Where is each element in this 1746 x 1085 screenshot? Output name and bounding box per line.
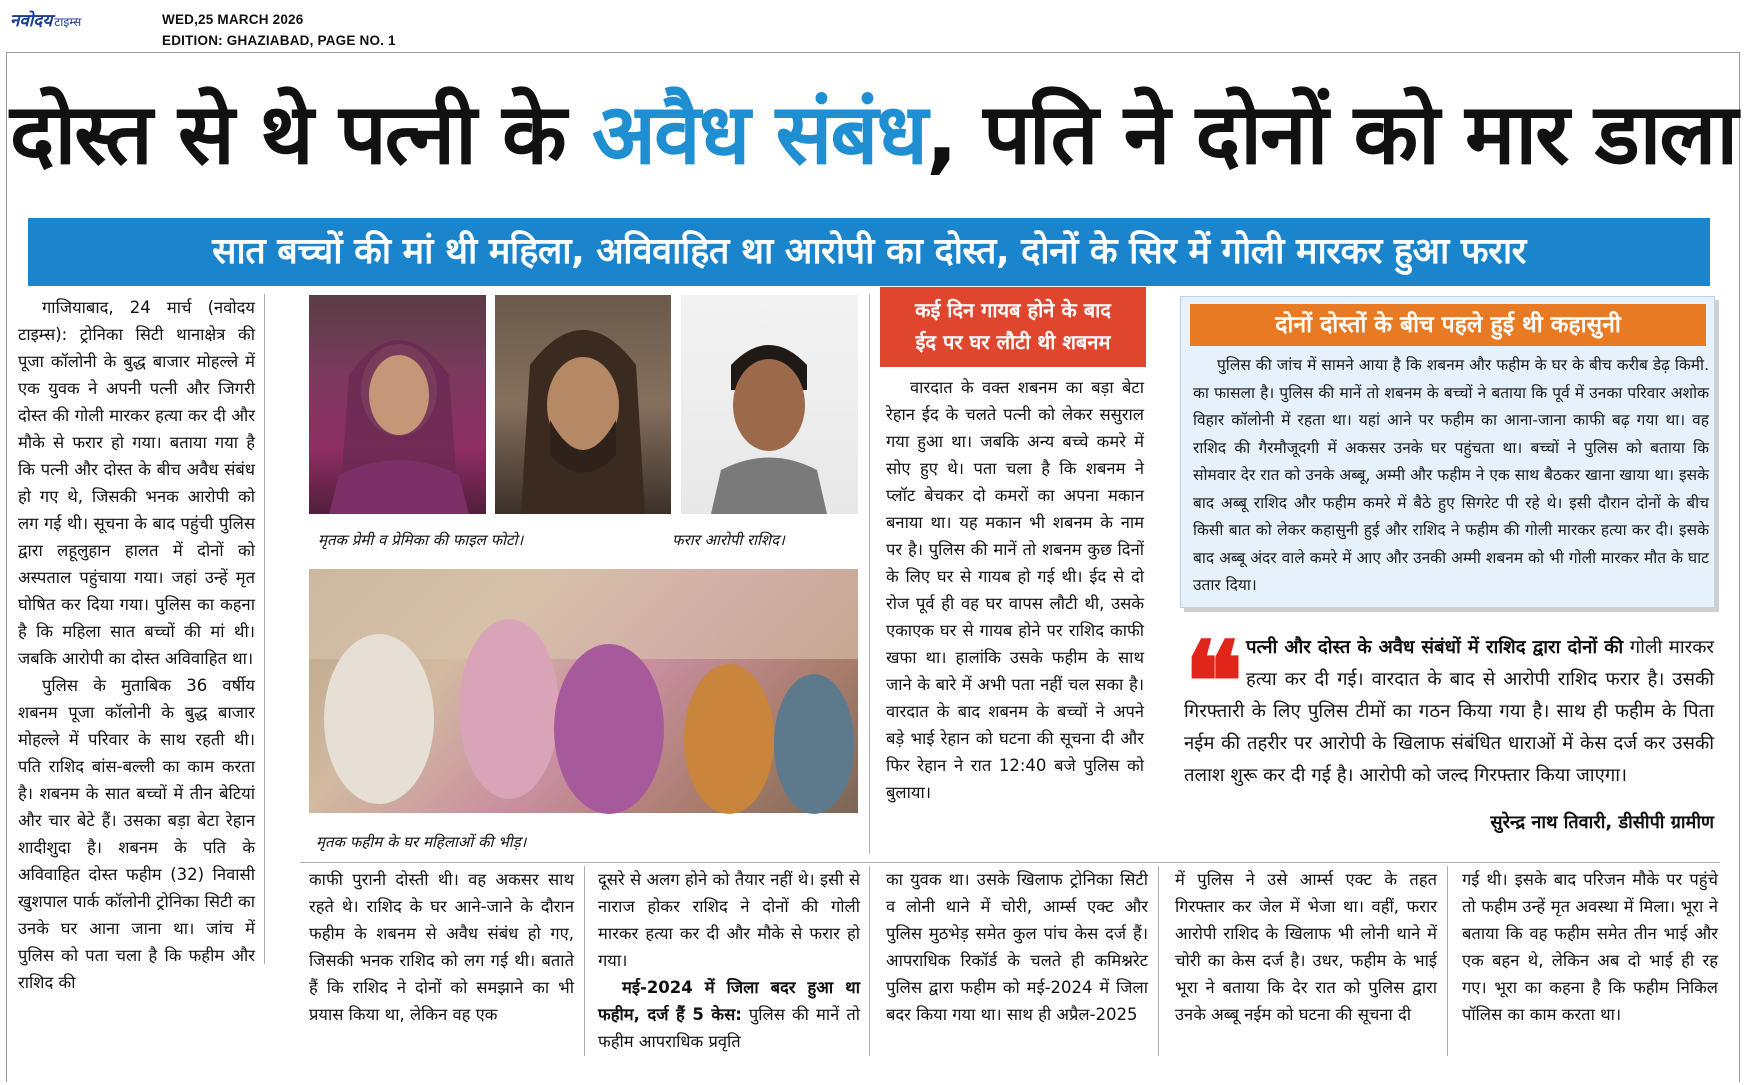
newspaper-logo: [10, 8, 81, 31]
edition-line: EDITION: GHAZIABAD, PAGE NO. 1: [162, 33, 396, 48]
subheadline-bar: सात बच्चों की मां थी महिला, अविवाहित था आरोपी का दोस्त, दोनों के सिर में गोली मारकर हुआ फरार: [28, 218, 1710, 286]
date-line: WED,25 MARCH 2026: [162, 12, 304, 27]
article-column-lower-5: [1175, 866, 1437, 1056]
quote-attribution: सुरेन्द्र नाथ तिवारी, डीसीपी ग्रामीण: [1490, 812, 1714, 833]
section-divider: [300, 862, 1720, 863]
article-paragraph: गाजियाबाद, 24 मार्च (नवोदय टाइम्स): ट्रोनिका सिटी थानाक्षेत्र की पूजा कॉलोनी के बुद्ध बाजार मोहल्ले में एक युवक ने अपनी पत्नी और जिगरी दोस्त की गोली मारकर हत्या कर दी और मौके से फरार हो गया। बताया गया है कि पत्नी और दोस्त के बीच अवैध संबंध हो गए थे, जिसकी भनक आरोपी को लग गई थी। सूचना के बाद पहुंची पुलिस द्वारा लहूलुहान हालत में दोनों को अस्पताल पहुंचाया गया। जहां उन्हें मृत घोषित कर दिया गया। पुलिस का कहना है कि महिला सात बच्चों की मां थी।जबकि आरोपी का दोस्त अविवाहित था।: [18, 298, 255, 668]
info-panel-title: दोनों दोस्तों के बीच पहले हुई थी कहासुनी: [1190, 304, 1706, 346]
article-paragraph: गई थी। इसके बाद परिजन मौके पर पहुंचे तो फहीम उन्हें मृत अवस्था में मिला। भूरा ने बताया कि वह फहीम समेत तीन भाई और एक बहन थे, लेकिन अब दो भाई ही रह गए। भूरा का कहना है कि फहीम निकिल पॉलिस का काम करता था।: [1462, 870, 1718, 1024]
photo-caption-accused: फरार आरोपी राशिद।: [672, 531, 785, 549]
subheading-box: [880, 287, 1146, 367]
portrait-man-icon: [495, 295, 671, 514]
article-column-lower-4: [886, 866, 1148, 1056]
article-subhead: मई-2024 में जिला बदर हुआ था फहीम, दर्ज हैं 5 केस:: [598, 978, 860, 1024]
edition-info: [162, 9, 396, 51]
photo-crowd: [309, 569, 858, 813]
info-panel-paragraph: पुलिस की जांच में सामने आया है कि शबनम और फहीम के घर के बीच करीब डेढ़ किमी. का फासला है। पुलिस की मानें तो शबनम के बच्चों ने बताया कि पूर्व में उनका परिवार अशोक विहार कॉलोनी में रहता था। यहां आने पर फहीम का आना-जाना काफी बढ़ गया था। वह राशिद की गैरमौजूदगी में अकसर उनके घर पहुंचता था। बच्चों ने पुलिस को बताया कि सोमवार देर रात को उनके अब्बू, अम्मी और फहीम ने एक साथ बैठकर खाना खाया था। इसके बाद अब्बू राशिद और फहीम कमरे में बैठे हुए सिगरेट पी रहे थे। इसी दौरान दोनों के बीच किसी बात को लेकर कहासुनी हुई और राशिद ने फहीम की गोली मारकर हत्या कर दी। इसके बाद अब्बू अंदर वाले कमरे में आए और उनकी अम्मी शबनम को भी गोली मारकर मौत के घाट उतार दिया।: [1193, 356, 1709, 594]
article-paragraph: पुलिस के मुताबिक 36 वर्षीय शबनम पूजा कॉलोनी के बुद्ध बाजार मोहल्ले में परिवार के साथ रहती थी। पति राशिद बांस-बल्ली का काम करता है। शबनम के सात बच्चों में तीन बेटियां और चार बेटे हैं। उसका बड़ा बेटा रेहान शादीशुदा है। शबनम के पति के अविवाहित दोस्त फहीम (32) निवासी खुशपाल पार्क कॉलोनी ट्रोनिका सिटी का उनके घर आना जाना था। जांच में पुलिस को पता चला है कि फहीम और राशिद की: [18, 676, 255, 992]
portrait-woman-icon: [309, 295, 486, 514]
article-column-1: [18, 294, 255, 992]
column-rule: [1447, 866, 1448, 1056]
logo-text: नवोदय: [10, 11, 53, 31]
official-quote: [1184, 617, 1714, 792]
portrait-accused-icon: [681, 295, 858, 514]
article-column-lower-6: [1462, 866, 1718, 1056]
info-panel-text: [1193, 352, 1709, 600]
headline-part2: , पति ने दोनों को मार डाला: [926, 85, 1737, 183]
column-rule: [869, 866, 870, 1056]
article-column-lower-2: [309, 866, 574, 1056]
subheading-line: कई दिन गायब होने के बाद: [915, 298, 1111, 322]
masthead: [0, 0, 1746, 52]
quote-body: गोली मारकर हत्या कर दी गई। वारदात के बाद से आरोपी राशिद फरार है। उसकी गिरफ्तारी के लिए पुलिस टीमों का गठन किया गया है। साथ ही फहीम के पिता नईम की तहरीर पर आरोपी के खिलाफ संबंधित धाराओं में केस दर्ज कर उसकी तलाश शुरू कर दी गई है। आरोपी को जल्द गिरफ्तार किया जाएगा।: [1184, 637, 1714, 786]
crowd-scene-icon: [309, 569, 858, 813]
photo-caption-crowd: मृतक फहीम के घर महिलाओं की भीड़।: [316, 833, 527, 851]
headline-part1: दोस्त से थे पत्नी के: [9, 85, 592, 183]
article-paragraph: का युवक था। उसके खिलाफ ट्रोनिका सिटी व लोनी थाने में चोरी, आर्म्स एक्ट और पुलिस मुठभेड़ समेत कुल पांच केस दर्ज हैं। आपराधिक रिकॉर्ड के चलते ही कमिश्नरेट पुलिस द्वारा फहीम को मई-2024 में जिला बदर किया गया था। साथ ही अप्रैल-2025: [886, 870, 1148, 1024]
headline-highlight: अवैध संबंध: [591, 85, 927, 183]
subheading-line: ईद पर घर लौटी थी शबनम: [915, 330, 1111, 354]
quote-lead: पत्नी और दोस्त के अवैध संबंधों में राशिद द्वारा दोनों की: [1246, 637, 1624, 658]
logo-subtext: टाइम्स: [54, 15, 82, 29]
article-column-lower-3: [598, 866, 860, 1056]
column-rule: [1158, 866, 1159, 1056]
article-paragraph: में पुलिस ने उसे आर्म्स एक्ट के तहत गिरफ्तार कर जेल में भेजा था। वहीं, फरार आरोपी राशिद के खिलाफ भी लोनी थाने में चोरी का केस दर्ज है। उधर, फहीम के भाई भूरा ने बताया कि देर रात को पुलिस द्वारा उनके अब्बू नईम को घटना की सूचना दी: [1175, 870, 1437, 1024]
photo-man-victim: [495, 295, 671, 514]
column-rule: [869, 294, 870, 854]
headline: [8, 60, 1738, 208]
article-paragraph: [598, 974, 860, 1055]
column-rule: [584, 866, 585, 1056]
quote-mark-icon: ❝: [1184, 617, 1244, 746]
article-paragraph: वारदात के वक्त शबनम का बड़ा बेटा रेहान ईद के चलते पत्नी को लेकर ससुराल गया हुआ था। जबकि अन्य बच्चे कमरे में सोए हुए थे। पता चला है कि शबनम ने प्लॉट बेचकर दो कमरों का अपना मकान बनाया था। यह मकान भी शबनम के नाम पर है। पुलिस की मानें तो शबनम कुछ दिनों के लिए घर से गायब हो गई थी। ईद से दो रोज पूर्व ही वह घर वापस लौटी थी, उसके एकाएक घर से गायब होने पर राशिद काफी खफा था। हालांकि उसके फहीम के साथ जाने के बारे में अभी पता नहीं चल सका है। वारदात के बाद शबनम के बच्चों ने अपने बड़े भाई रेहान को घटना की सूचना दी और फिर रेहान ने रात 12:40 बजे पुलिस को बुलाया।: [886, 378, 1144, 802]
article-paragraph: काफी पुरानी दोस्ती थी। वह अकसर साथ रहते थे। राशिद के घर आने-जाने के दौरान फहीम के शबनम से अवैध संबंध हो गए, जिसकी भनक राशिद को लग गई थी। बताते हैं कि राशिद ने दोनों को समझाने का भी प्रयास किया था, लेकिन वह एक: [309, 870, 574, 1024]
column-rule: [264, 294, 265, 964]
article-column-3: [886, 374, 1144, 862]
photo-woman-victim: [309, 295, 486, 514]
article-text: पुलिस की मानें तो फहीम आपराधिक प्रवृति: [598, 1005, 860, 1051]
article-paragraph: दूसरे से अलग होने को तैयार नहीं थे। इसी से नाराज होकर राशिद ने दोनों की गोली मारकर हत्या कर दी और मौके से फरार हो गया।: [598, 870, 860, 970]
photo-caption-victims: मृतक प्रेमी व प्रेमिका की फाइल फोटो।: [318, 531, 524, 549]
photo-accused: [681, 295, 858, 514]
